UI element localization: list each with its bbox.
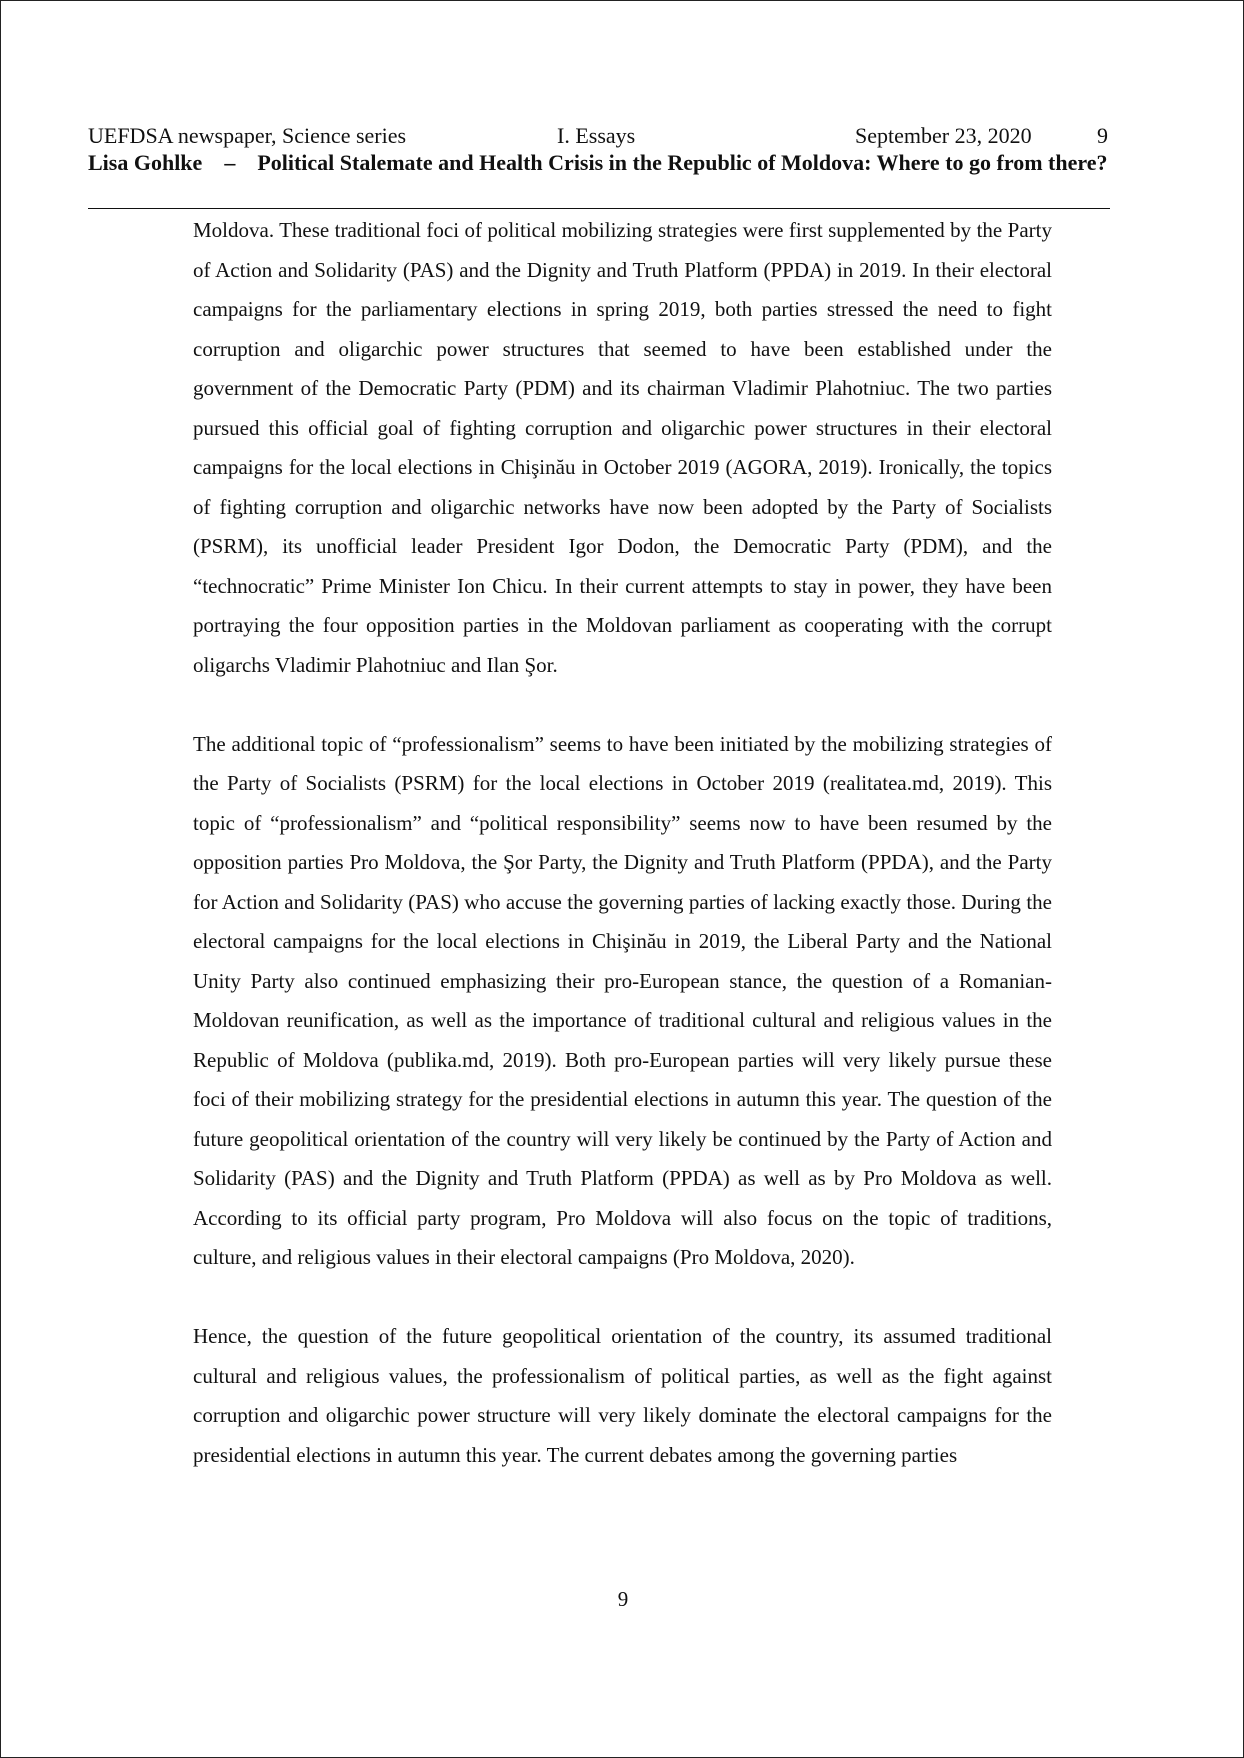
article-body <box>193 211 1052 1475</box>
header-divider <box>88 208 1110 209</box>
author-name: Lisa Gohlke <box>88 150 203 175</box>
section-label: I. Essays <box>557 123 636 148</box>
running-header <box>88 122 1110 150</box>
newspaper-series: UEFDSA newspaper, Science series <box>88 123 407 148</box>
body-paragraph: The additional topic of “professionalism” seems to have been initiated by the mobilizing strategies of the Party of Socialists (PSRM) for the local elections in October 2019 (realitatea.md, 2019). This topic of “professionalism” and “political responsibility” seems now to have been resumed by the opposition parties Pro Moldova, the Şor Party, the Dignity and Truth Platform (PPDA), and the Party for Action and Solidarity (PAS) who accuse the governing parties of lacking exactly those. During the electoral campaigns for the local elections in Chişinău in 2019, the Liberal Party and the National Unity Party also continued emphasizing their pro-European stance, the question of a Romanian-Moldovan reunification, as well as the importance of traditional cultural and religious values in the Republic of Moldova (publika.md, 2019). Both pro-European parties will very likely pursue these foci of their mobilizing strategy for the presidential elections in autumn this year. The question of the future geopolitical orientation of the country will very likely be continued by the Party of Action and Solidarity (PAS) and the Dignity and Truth Platform (PPDA) as well as by Pro Moldova as well. According to its official party program, Pro Moldova will also focus on the topic of traditions, culture, and religious values in their electoral campaigns (Pro Moldova, 2020). <box>193 731 1052 1269</box>
publication-date: September 23, 2020 <box>855 123 1032 148</box>
article-heading <box>88 149 1110 176</box>
heading-separator: – <box>224 150 236 175</box>
header-page-number: 9 <box>1097 123 1108 148</box>
article-title: Political Stalemate and Health Crisis in the Republic of Moldova: Where to go from there? <box>257 150 1108 175</box>
footer-page-number: 9 <box>617 1587 629 1611</box>
body-paragraph: Hence, the question of the future geopolitical orientation of the country, its assumed traditional cultural and religious values, the professionalism of political parties, as well as the fight against corruption and oligarchic power structure will very likely dominate the electoral campaigns for the presidential elections in autumn this year. The current debates among the governing parties <box>193 1324 1052 1467</box>
body-paragraph: Moldova. These traditional foci of political mobilizing strategies were first supplemented by the Party of Action and Solidarity (PAS) and the Dignity and Truth Platform (PPDA) in 2019. In their electoral campaigns for the parliamentary elections in spring 2019, both parties stressed the need to fight corruption and oligarchic power structures that seemed to have been established under the government of the Democratic Party (PDM) and its chairman Vladimir Plahotniuc. The two parties pursued this official goal of fighting corruption and oligarchic power structures in their electoral campaigns for the local elections in Chişinău in October 2019 (AGORA, 2019). Ironically, the topics of fighting corruption and oligarchic networks have now been adopted by the Party of Socialists (PSRM), its unofficial leader President Igor Dodon, the Democratic Party (PDM), and the “technocratic” Prime Minister Ion Chicu. In their current attempts to stay in power, they have been portraying the four opposition parties in the Moldovan parliament as cooperating with the corrupt oligarchs Vladimir Plahotniuc and Ilan Şor. <box>193 218 1052 677</box>
